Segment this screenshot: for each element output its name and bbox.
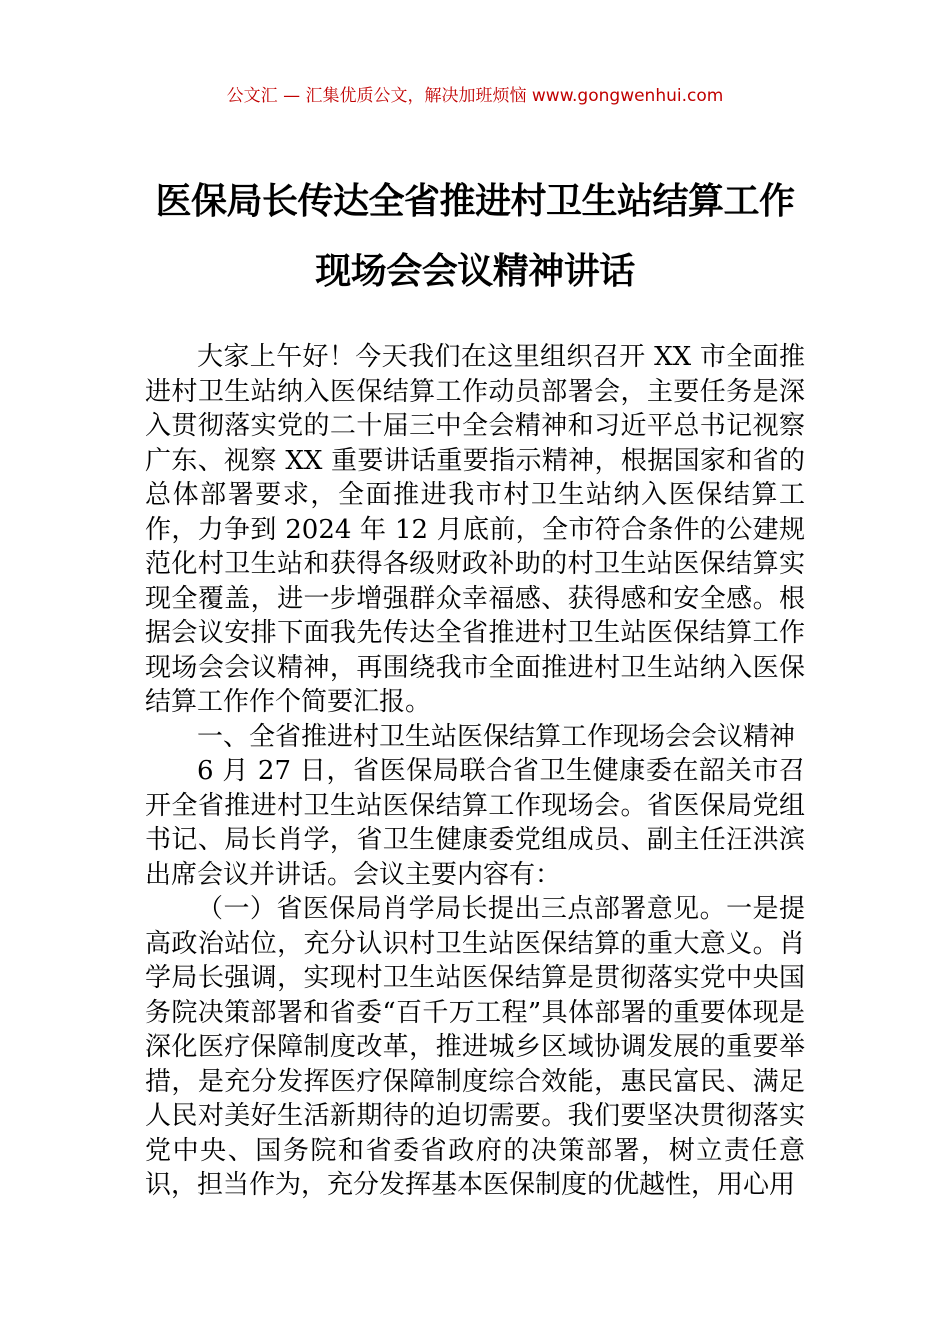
document-title-line-2: 现场会会议精神讲话 <box>315 251 635 292</box>
document-body <box>145 340 805 1203</box>
section-heading-1: 一、全省推进村卫生站医保结算工作现场会会议精神 <box>197 721 796 752</box>
body-paragraph-opening: 大家上午好！今天我们在这里组织召开 XX 市全面推进村卫生站纳入医保结算工作动员部署会，主要任务是深入贯彻落实党的二十届三中全会精神和习近平总书记视察广东、视察 XX 重要讲话重要指示精神，根据国家和省的总体部署要求，全面推进我市村卫生站纳入医保结算工作，力争到 2024 年 12 月底前，全市符合条件的公建规范化村卫生站和获得各级财政补助的村卫生站医保结算实现全覆盖，进一步增强群众幸福感、获得感和安全感。根据会议安排下面我先传达全省推进村卫生站医保结算工作现场会会议精神，再围绕我市全面推进村卫生站纳入医保结算工作作个简要汇报。 <box>145 342 805 717</box>
body-paragraph-meeting: 6 月 27 日，省医保局联合省卫生健康委在韶关市召开全省推进村卫生站医保结算工作现场会。省医保局党组书记、局长肖学，省卫生健康委党组成员、副主任汪洪滨出席会议并讲话。会议主要内容有： <box>145 756 805 890</box>
document-title-line-1: 医保局长传达全省推进村卫生站结算工作 <box>155 181 795 222</box>
body-paragraph-subsection-1: （一）省医保局肖学局长提出三点部署意见。一是提高政治站位，充分认识村卫生站医保结算的重大意义。肖学局长强调，实现村卫生站医保结算是贯彻落实党中央国务院决策部署和省委“百千万工程”具体部署的重要体现是深化医疗保障制度改革，推进城乡区域协调发展的重要举措，是充分发挥医疗保障制度综合效能，惠民富民、满足人民对美好生活新期待的迫切需要。我们要坚决贯彻落实党中央、国务院和省委省政府的决策部署，树立责任意识，担当作为，充分发挥基本医保制度的优越性，用心用 <box>145 894 805 1200</box>
site-banner: 公文汇 — 汇集优质公文，解决加班烦恼 www.gongwenhui.com <box>226 86 724 106</box>
